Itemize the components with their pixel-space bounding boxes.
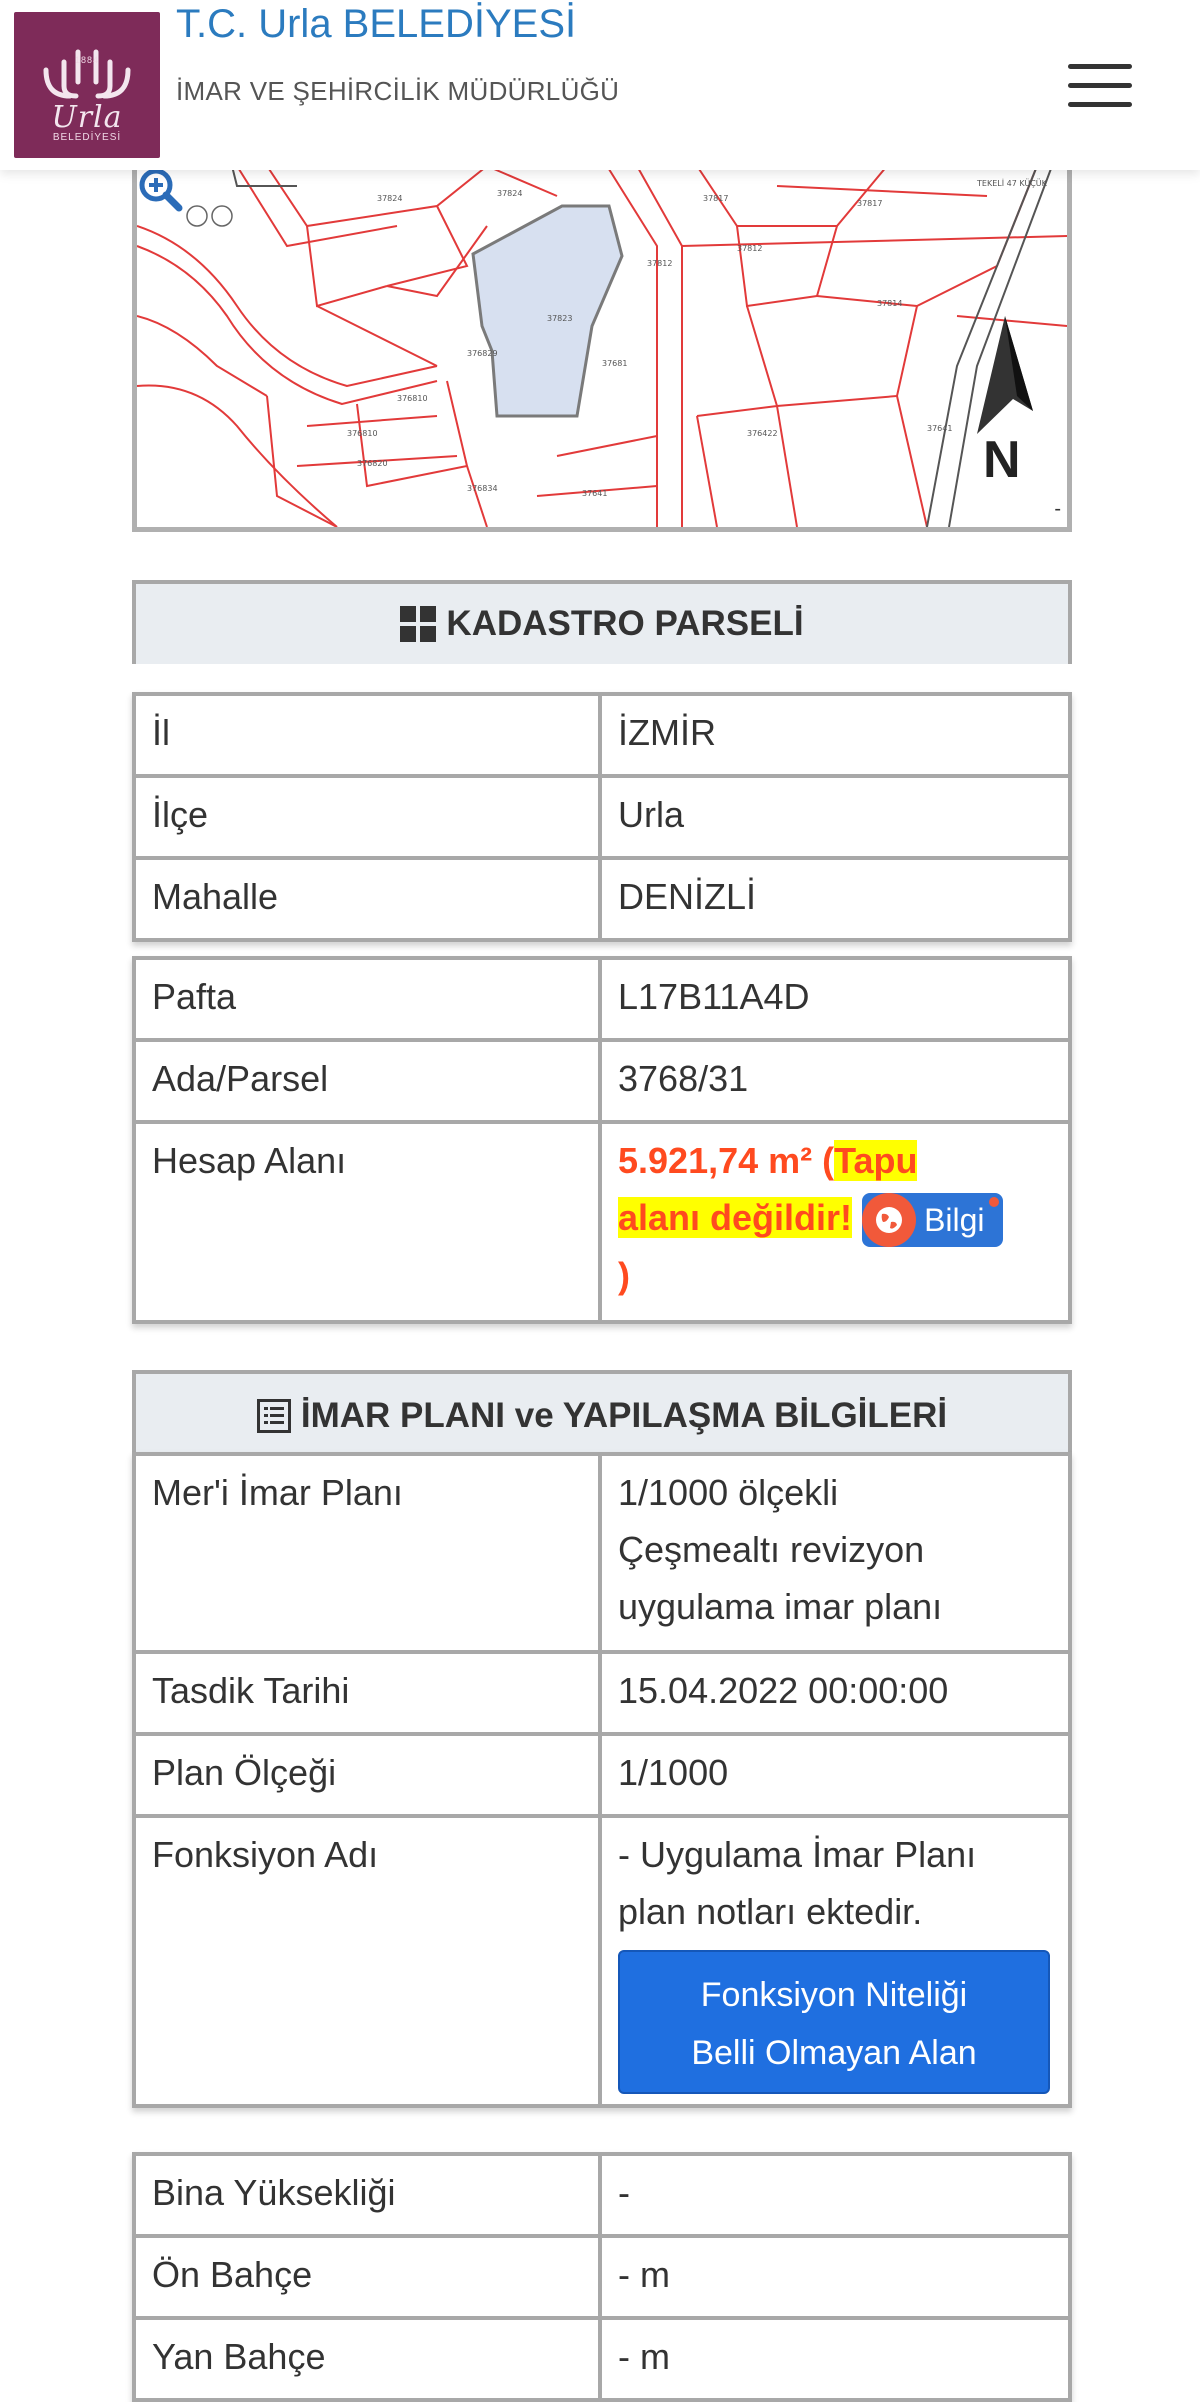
map-corner-mark: -: [1054, 498, 1061, 520]
row-label: Ada/Parsel: [134, 1040, 600, 1122]
plan-line: Çeşmealtı revizyon: [618, 1529, 925, 1570]
row-value: - m: [600, 2236, 1070, 2318]
svg-text:37824: 37824: [377, 194, 403, 203]
row-label: İl: [134, 694, 600, 776]
row-label: Fonksiyon Adı: [134, 1816, 600, 2106]
north-arrow-label: N: [983, 431, 1021, 489]
table-row: [134, 1652, 1070, 1734]
fonksiyon-button-line: Fonksiyon Niteliği: [700, 1976, 968, 2014]
grid-icon: [400, 606, 436, 642]
location-table: [132, 692, 1072, 942]
parcel-map[interactable]: [132, 166, 1072, 532]
row-label: Pafta: [134, 958, 600, 1040]
imar-title: İMAR PLANI ve YAPILAŞMA BİLGİLERİ: [300, 1395, 948, 1435]
row-label: Yan Bahçe: [134, 2318, 600, 2400]
svg-text:37812: 37812: [737, 244, 763, 253]
svg-text:376422: 376422: [747, 429, 778, 438]
svg-text:37641: 37641: [927, 424, 953, 433]
tapu-warning-1: Tapu: [834, 1140, 918, 1181]
urla-logo[interactable]: [14, 12, 160, 158]
row-label: Bina Yüksekliği: [134, 2154, 600, 2236]
kadastro-title: KADASTRO PARSELİ: [446, 603, 804, 643]
svg-text:37814: 37814: [877, 299, 903, 308]
table-row: [134, 694, 1070, 776]
table-row: [134, 2236, 1070, 2318]
row-value: DENİZLİ: [600, 858, 1070, 940]
svg-text:37641: 37641: [582, 489, 608, 498]
open-paren: (: [822, 1140, 835, 1181]
bilgi-button[interactable]: [862, 1193, 1002, 1247]
globe-icon: [862, 1193, 916, 1247]
row-label: Plan Ölçeği: [134, 1734, 600, 1816]
logo-subtitle: BELEDİYESİ: [52, 132, 122, 143]
row-label: Ön Bahçe: [134, 2236, 600, 2318]
table-row: [134, 776, 1070, 858]
fonksiyon-line: plan notları ektedir.: [618, 1891, 923, 1932]
fonksiyon-value-cell: [600, 1816, 1070, 2106]
parcel-table: [132, 956, 1072, 1324]
area-label: Hesap Alanı: [134, 1122, 600, 1322]
svg-text:376834: 376834: [467, 484, 498, 493]
close-paren: ): [618, 1255, 630, 1297]
site-title[interactable]: T.C. Urla BELEDİYESİ: [176, 2, 577, 46]
row-value: İZMİR: [600, 694, 1070, 776]
row-value: 1/1000: [600, 1734, 1070, 1816]
imar-table: [132, 1452, 1072, 2108]
svg-text:37823: 37823: [547, 314, 573, 323]
fonksiyon-button[interactable]: [618, 1950, 1050, 2094]
logo-wordmark: Urla: [51, 100, 123, 135]
fonksiyon-button-line: Belli Olmayan Alan: [691, 2034, 977, 2072]
row-value: - m: [600, 2318, 1070, 2400]
svg-text:376810: 376810: [347, 429, 378, 438]
row-value: 3768/31: [600, 1040, 1070, 1122]
table-row: [134, 1734, 1070, 1816]
menu-button[interactable]: [1060, 56, 1140, 116]
row-label: Tasdik Tarihi: [134, 1652, 600, 1734]
plan-line: 1/1000 ölçekli: [618, 1472, 839, 1513]
row-label: Mer'i İmar Planı: [134, 1454, 600, 1652]
hamburger-icon-line: [1068, 102, 1132, 107]
hamburger-icon: [1068, 64, 1132, 69]
hamburger-icon-line: [1068, 83, 1132, 88]
area-value-cell: [600, 1122, 1070, 1322]
yapilasma-table: [132, 2152, 1072, 2402]
table-row: [134, 1040, 1070, 1122]
svg-text:37824: 37824: [497, 189, 523, 198]
svg-text:37812: 37812: [647, 259, 673, 268]
table-row: [134, 1816, 1070, 2106]
svg-text:TEKELİ 47 KÜÇÜK: TEKELİ 47 KÜÇÜK: [977, 179, 1047, 188]
svg-text:376810: 376810: [397, 394, 428, 403]
site-subtitle: İMAR VE ŞEHİRCİLİK MÜDÜRLÜĞÜ: [176, 76, 620, 106]
table-row: [134, 1122, 1070, 1322]
svg-text:37817: 37817: [703, 194, 729, 203]
plan-line: uygulama imar planı: [618, 1586, 943, 1627]
table-row: [134, 1454, 1070, 1652]
table-row: [134, 858, 1070, 940]
table-row: [134, 2318, 1070, 2400]
app-header: [0, 0, 1200, 170]
row-label: İlçe: [134, 776, 600, 858]
row-label: Mahalle: [134, 858, 600, 940]
row-value: -: [600, 2154, 1070, 2236]
kadastro-panel-header: [132, 580, 1072, 664]
list-icon: [257, 1399, 291, 1433]
plan-value-cell: [600, 1454, 1070, 1652]
cadastral-map-drawing: [137, 166, 1067, 527]
table-row: [134, 958, 1070, 1040]
logo-year: 1884: [74, 55, 100, 65]
imar-panel-header: [132, 1370, 1072, 1456]
svg-text:37681: 37681: [602, 359, 628, 368]
zoom-in-icon[interactable]: [137, 166, 183, 212]
tapu-warning-2: alanı değildir!: [618, 1197, 853, 1238]
notification-dot-icon: [989, 1197, 999, 1207]
row-value: Urla: [600, 776, 1070, 858]
svg-text:376820: 376820: [357, 459, 388, 468]
row-value: 15.04.2022 00:00:00: [600, 1652, 1070, 1734]
area-value: 5.921,74 m²: [618, 1140, 813, 1181]
table-row: [134, 2154, 1070, 2236]
svg-text:37817: 37817: [857, 199, 883, 208]
row-value: L17B11A4D: [600, 958, 1070, 1040]
bilgi-label: Bilgi: [924, 1202, 985, 1239]
fonksiyon-line: - Uygulama İmar Planı: [618, 1834, 977, 1875]
svg-text:376829: 376829: [467, 349, 498, 358]
